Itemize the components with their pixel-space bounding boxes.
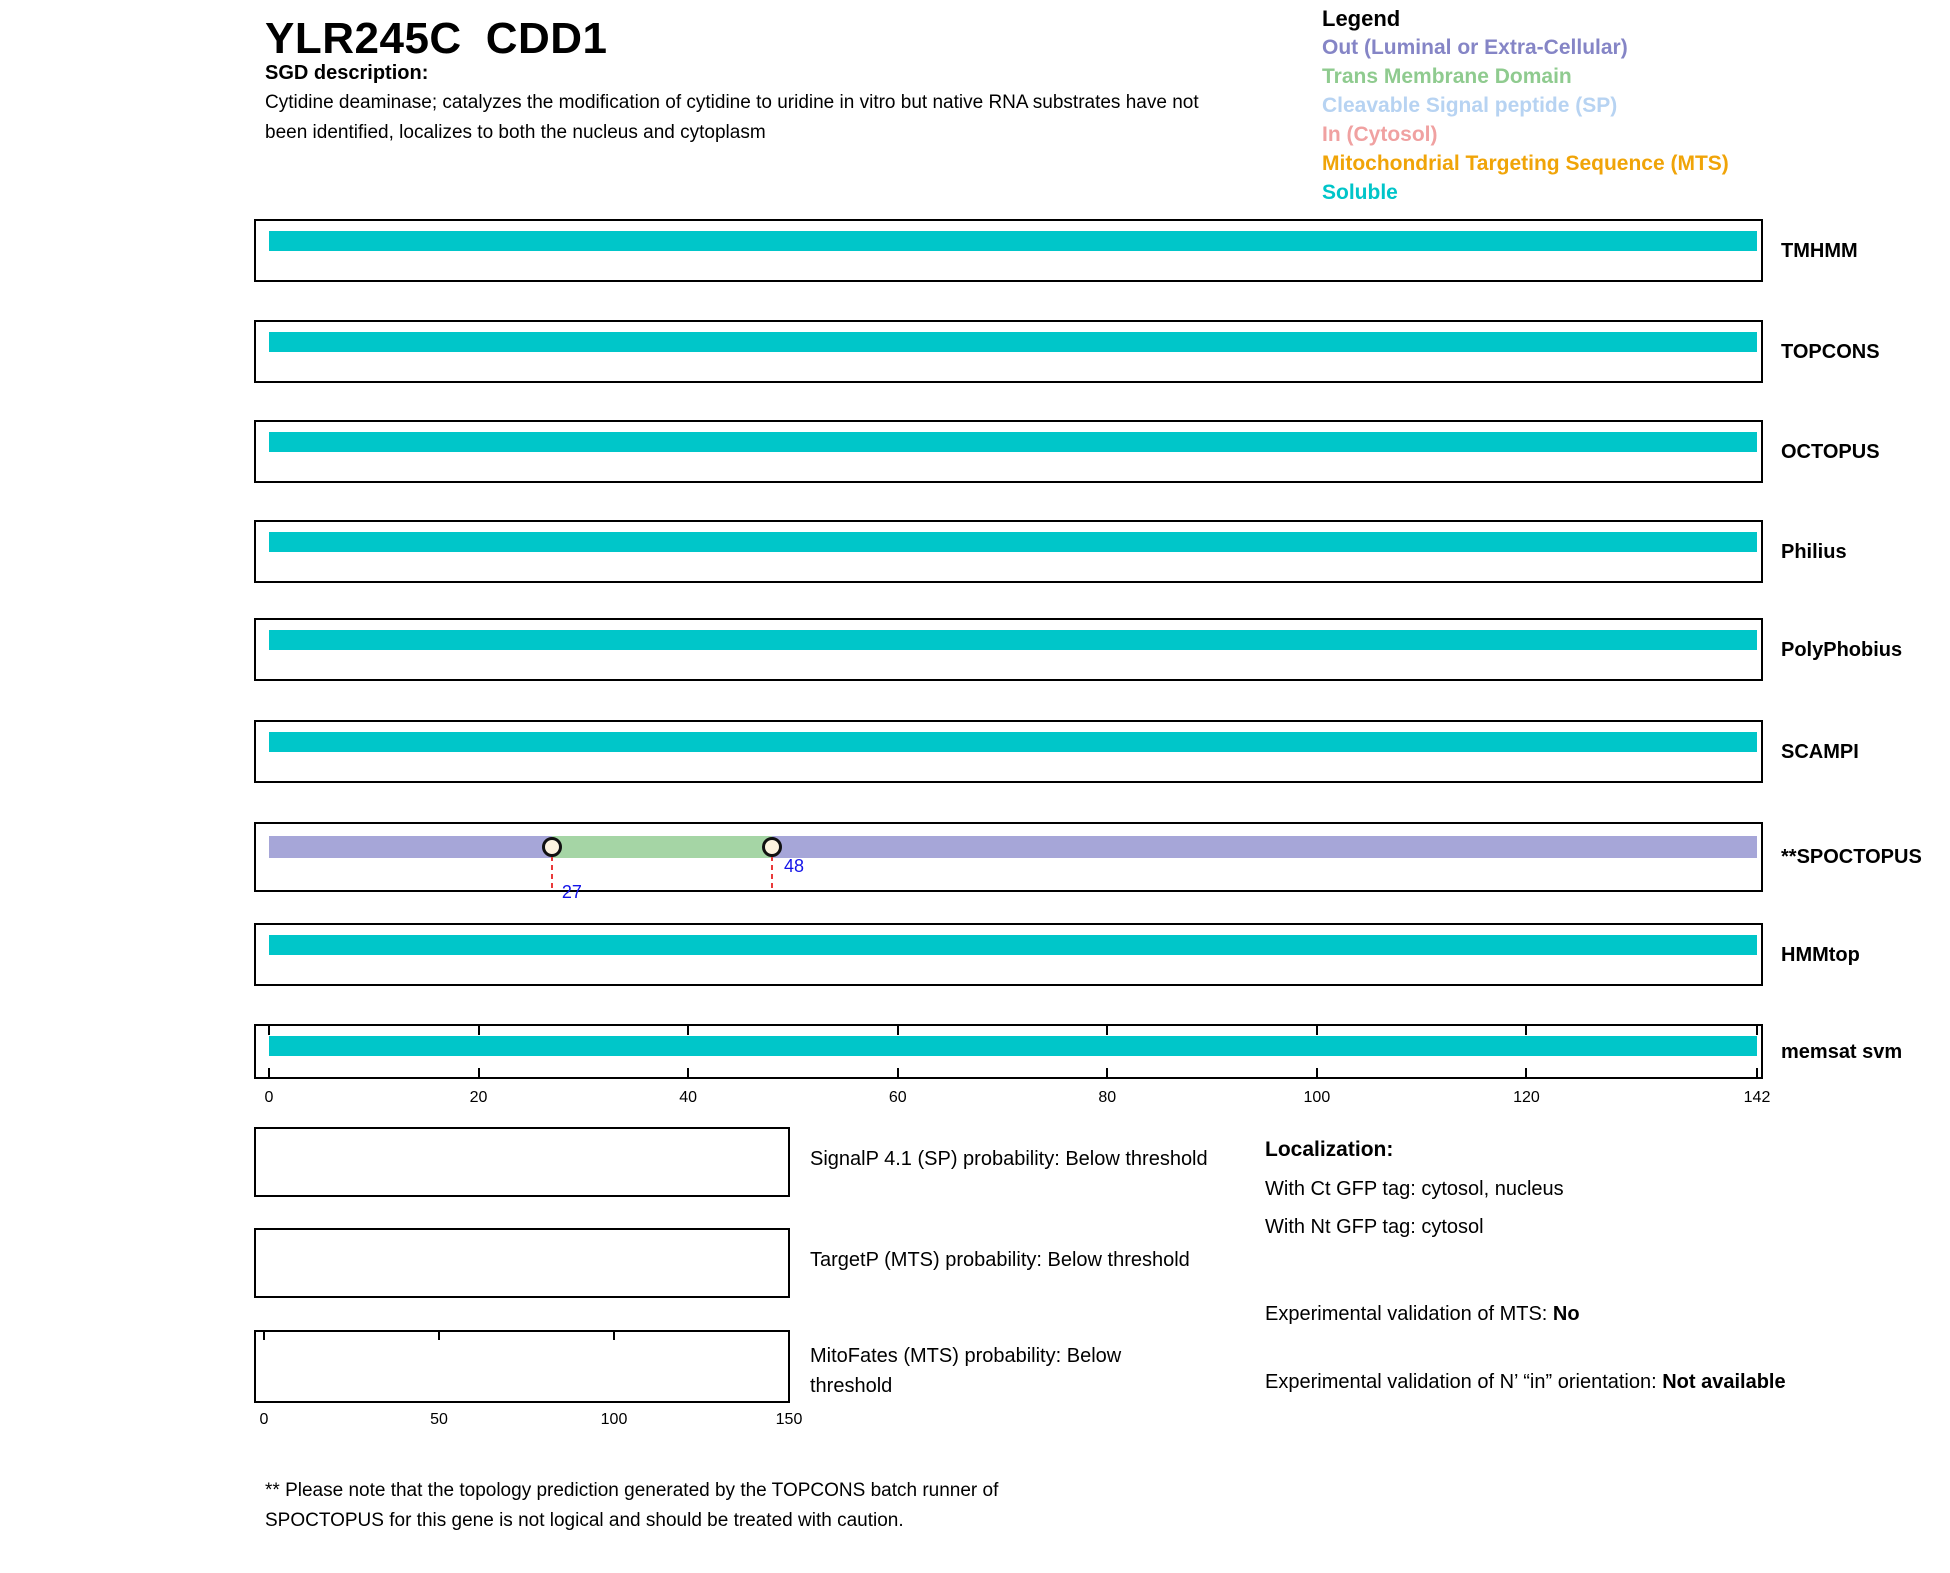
prediction-bar bbox=[269, 231, 1757, 251]
legend-item: In (Cytosol) bbox=[1322, 123, 1438, 146]
legend bbox=[1322, 4, 1729, 207]
footnote-line: ** Please note that the topology prediction generated by the TOPCONS batch runner of bbox=[265, 1480, 999, 1501]
signalp-plot bbox=[254, 1127, 790, 1197]
footnote-line: SPOCTOPUS for this gene is not logical and should be treated with caution. bbox=[265, 1510, 904, 1531]
legend-item: Out (Luminal or Extra-Cellular) bbox=[1322, 36, 1628, 59]
residue-axis-tick bbox=[897, 1026, 899, 1035]
residue-axis-tick-label: 80 bbox=[1098, 1089, 1117, 1106]
track-label: Philius bbox=[1781, 540, 1847, 563]
residue-axis-tick-label: 142 bbox=[1743, 1089, 1771, 1106]
residue-axis-tick bbox=[1316, 1026, 1318, 1035]
targetp-plot-label: TargetP (MTS) probability: Below threshold bbox=[810, 1249, 1190, 1271]
track-label: memsat svm bbox=[1781, 1040, 1903, 1063]
residue-axis-tick-label: 100 bbox=[1303, 1089, 1331, 1106]
mts-validation-value: No bbox=[1552, 1303, 1580, 1325]
legend-item: Soluble bbox=[1322, 181, 1398, 204]
prediction-bar bbox=[269, 432, 1757, 452]
sgd-description-text: Cytidine deaminase; catalyzes the modification of cytidine to uridine in vitro but native RNA substrates have not been identified, localizes to both the nucleus and cytoplasm bbox=[265, 92, 1199, 143]
page-title bbox=[265, 14, 607, 64]
residue-axis-tick-label: 60 bbox=[888, 1089, 907, 1106]
mitofates-plot bbox=[254, 1330, 790, 1403]
residue-axis-tick bbox=[478, 1026, 480, 1035]
mts-validation-label: Experimental validation of MTS: bbox=[1265, 1303, 1553, 1325]
residue-axis-tick bbox=[478, 1068, 480, 1077]
residue-axis-tick bbox=[268, 1068, 270, 1077]
orientation-validation-value: Not available bbox=[1662, 1371, 1786, 1393]
track-label: TMHMM bbox=[1781, 239, 1858, 262]
orientation-validation-label: Experimental validation of N’ “in” orientation: bbox=[1265, 1371, 1663, 1393]
residue-axis-tick bbox=[897, 1068, 899, 1077]
mitofates-axis-tick-label: 50 bbox=[430, 1411, 448, 1428]
residue-axis-tick bbox=[1756, 1026, 1758, 1035]
topology-segment bbox=[269, 836, 552, 858]
ct-gfp-localization: With Ct GFP tag: cytosol, nucleus bbox=[1265, 1178, 1564, 1200]
prediction-bar bbox=[269, 1036, 1757, 1056]
legend-item: Trans Membrane Domain bbox=[1322, 65, 1572, 88]
orientation-validation bbox=[1265, 1366, 1830, 1398]
localization-title: Localization: bbox=[1265, 1138, 1394, 1161]
footnote bbox=[265, 1476, 998, 1536]
gene-systematic-name: YLR245C bbox=[265, 14, 462, 63]
mitofates-plot-label: MitoFates (MTS) probability: Below threshold bbox=[810, 1345, 1122, 1397]
track-label: TOPCONS bbox=[1781, 340, 1880, 363]
residue-axis-tick bbox=[1106, 1068, 1108, 1077]
mitofates-axis-tick-label: 100 bbox=[600, 1411, 628, 1428]
legend-item: Cleavable Signal peptide (SP) bbox=[1322, 94, 1618, 117]
residue-axis-tick bbox=[1756, 1068, 1758, 1077]
track-label: OCTOPUS bbox=[1781, 440, 1880, 463]
prediction-bar bbox=[269, 630, 1757, 650]
residue-axis-tick bbox=[687, 1026, 689, 1035]
mitofates-axis-tick bbox=[438, 1332, 440, 1340]
nt-gfp-localization: With Nt GFP tag: cytosol bbox=[1265, 1216, 1484, 1238]
track-label: PolyPhobius bbox=[1781, 638, 1903, 661]
prediction-bar bbox=[269, 532, 1757, 552]
gene-standard-name: CDD1 bbox=[485, 14, 608, 63]
topology-boundary-marker-icon bbox=[762, 837, 782, 857]
mitofates-axis-tick-label: 0 bbox=[259, 1411, 269, 1428]
marker-position-label: 48 bbox=[783, 856, 805, 876]
residue-axis-tick-label: 0 bbox=[264, 1089, 274, 1106]
topology-segment bbox=[552, 836, 772, 858]
legend-title: Legend bbox=[1322, 6, 1401, 31]
residue-axis-tick bbox=[687, 1068, 689, 1077]
residue-axis-tick-label: 20 bbox=[469, 1089, 488, 1106]
track-label: SCAMPI bbox=[1781, 740, 1859, 763]
marker-position-label: 27 bbox=[561, 882, 582, 902]
residue-axis-tick-label: 40 bbox=[679, 1089, 698, 1106]
residue-axis-tick bbox=[1525, 1068, 1527, 1077]
topology-boundary-marker-icon bbox=[542, 837, 562, 857]
mitofates-axis-tick-label: 150 bbox=[775, 1411, 803, 1428]
track-label: HMMtop bbox=[1781, 943, 1860, 966]
track-label: **SPOCTOPUS bbox=[1781, 846, 1922, 868]
legend-item: Mitochondrial Targeting Sequence (MTS) bbox=[1322, 152, 1729, 175]
legend-items bbox=[1322, 33, 1729, 207]
residue-axis-tick bbox=[1106, 1026, 1108, 1035]
residue-axis-tick-label: 120 bbox=[1513, 1089, 1540, 1106]
mitofates-axis-tick bbox=[613, 1332, 615, 1340]
sgd-description-heading: SGD description: bbox=[265, 62, 429, 84]
prediction-bar bbox=[269, 935, 1757, 955]
targetp-plot bbox=[254, 1228, 790, 1298]
prediction-bar bbox=[269, 732, 1757, 752]
prediction-bar bbox=[269, 332, 1757, 352]
topology-segment bbox=[772, 836, 1757, 858]
residue-axis-tick bbox=[268, 1026, 270, 1035]
mts-validation bbox=[1265, 1303, 1580, 1326]
residue-axis-tick bbox=[1316, 1068, 1318, 1077]
signalp-plot-label: SignalP 4.1 (SP) probability: Below threshold bbox=[810, 1148, 1208, 1170]
mitofates-axis-tick bbox=[263, 1332, 265, 1340]
residue-axis-tick bbox=[1525, 1026, 1527, 1035]
